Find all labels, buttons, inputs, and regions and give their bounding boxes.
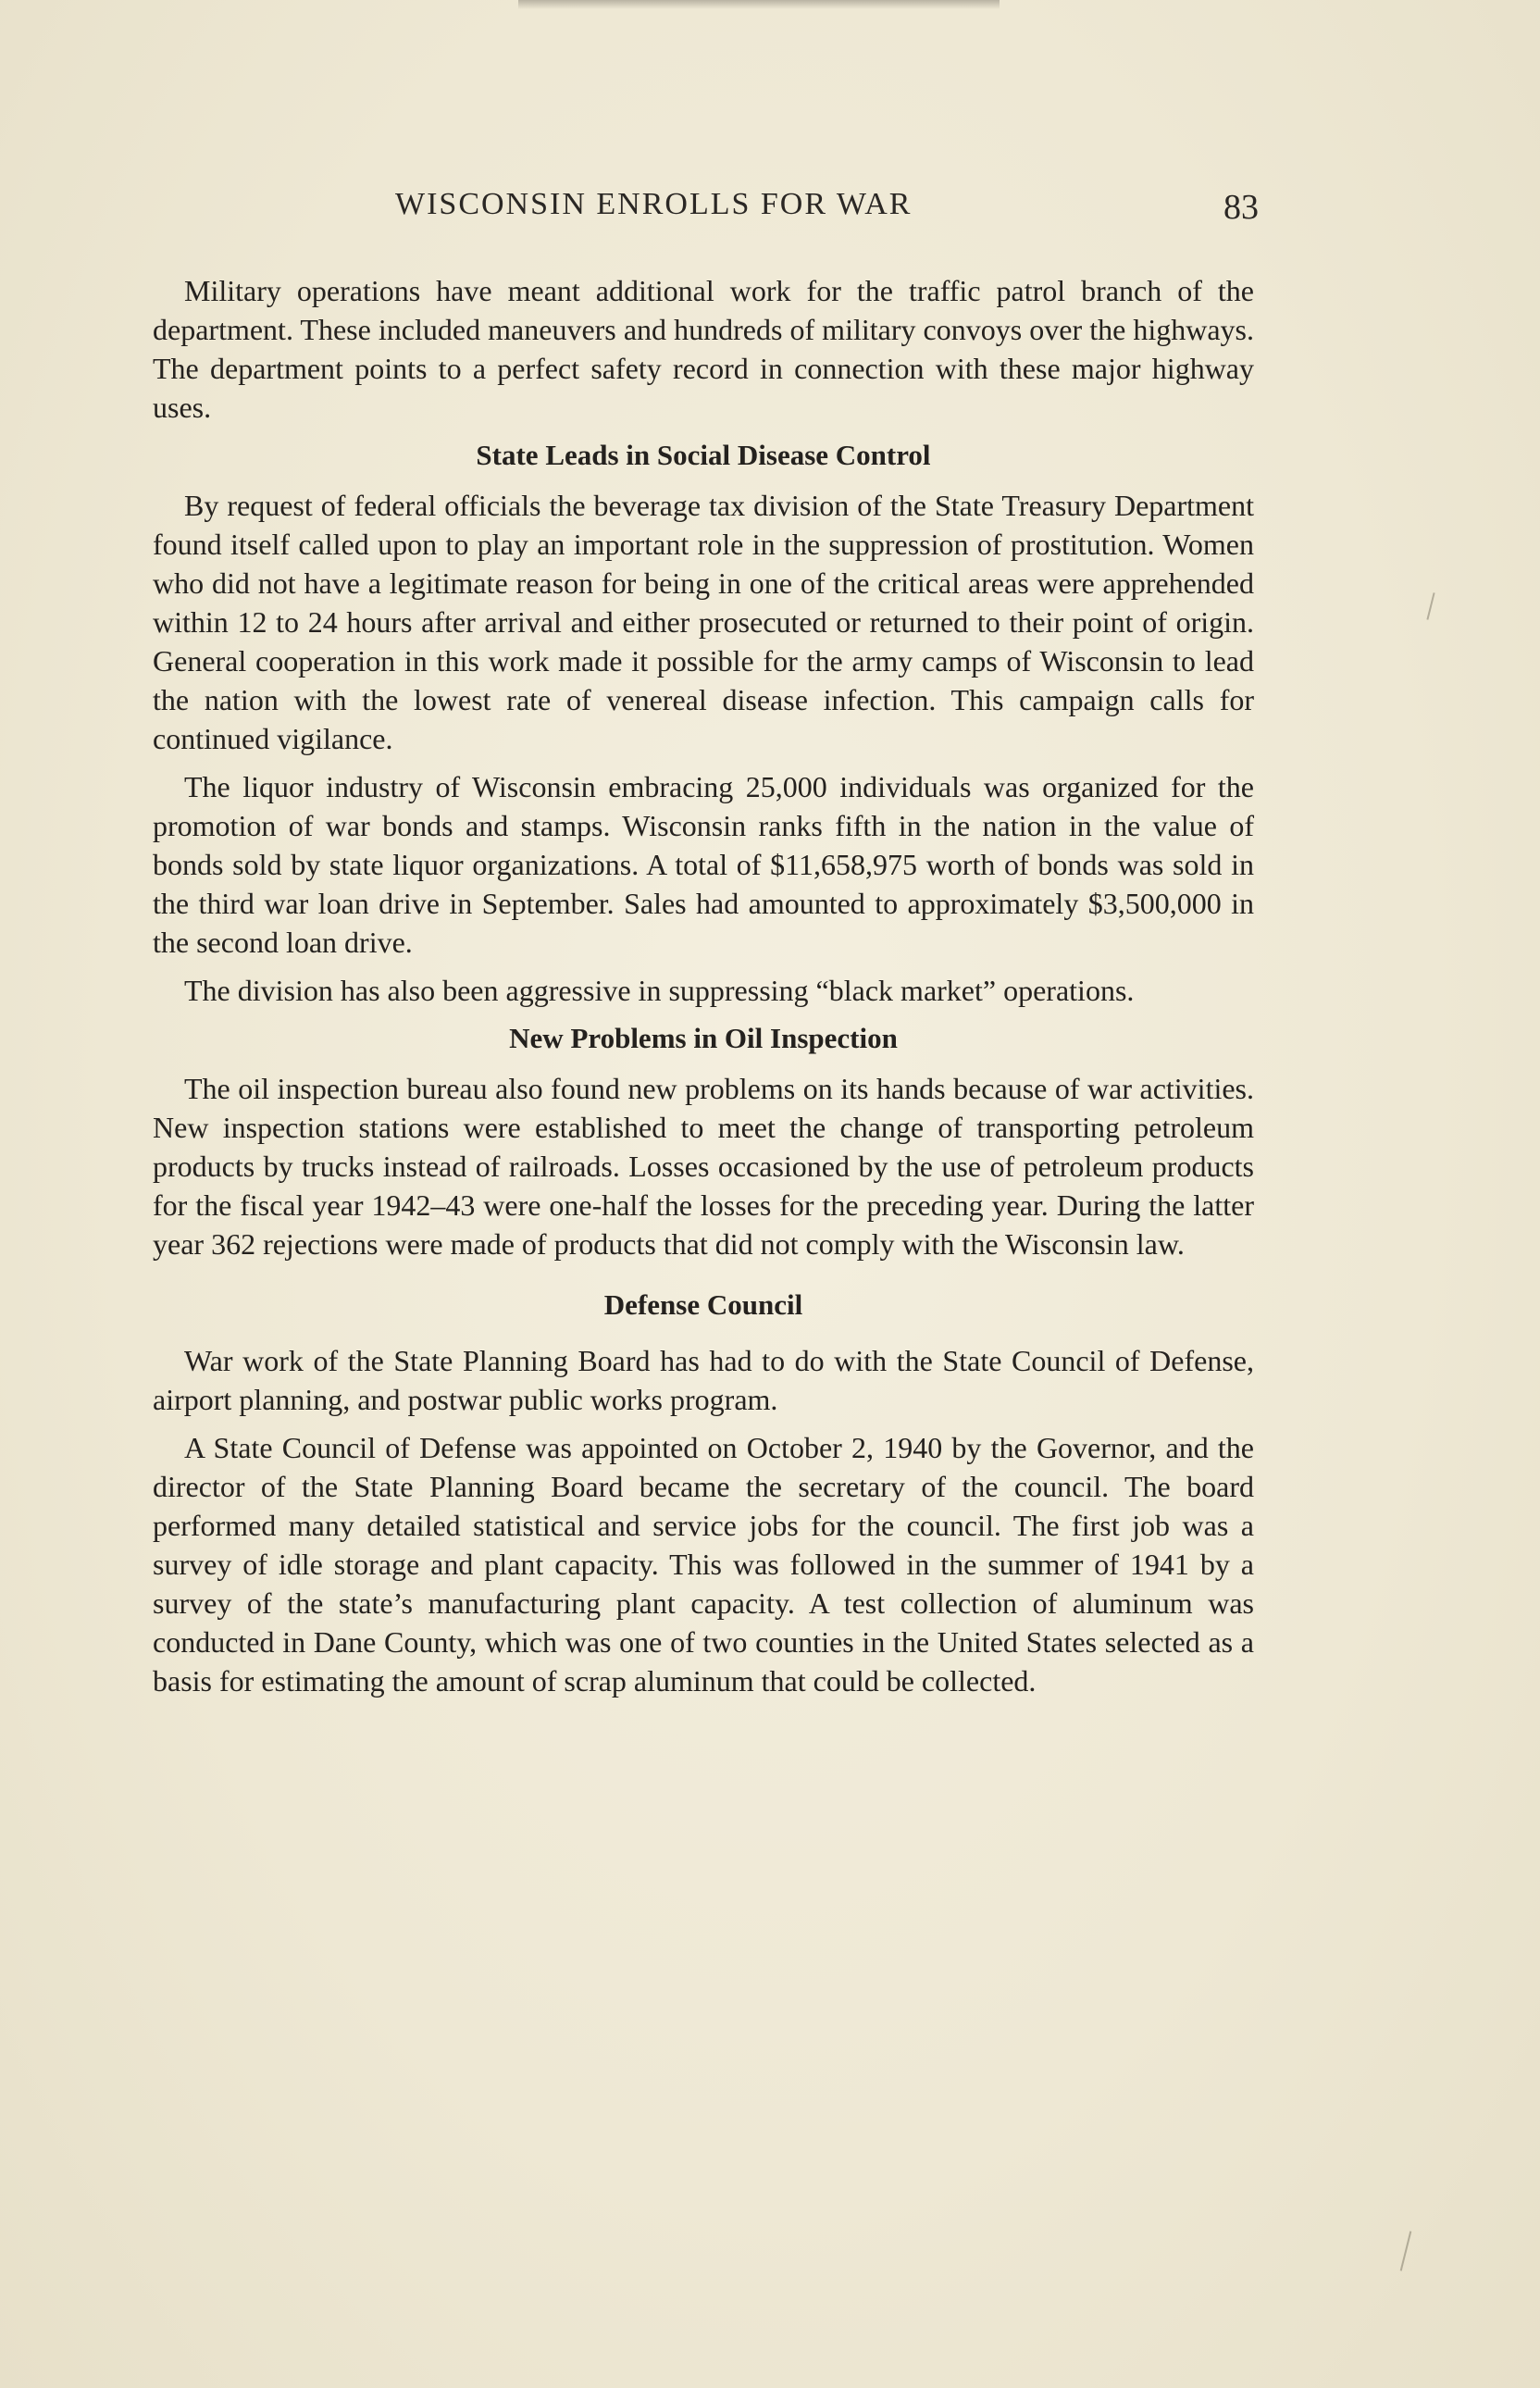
page-header <box>153 187 1259 243</box>
paragraph: War work of the State Planning Board has had to do with the State Council of Defense, airport planning, and postwar public works program. <box>153 1344 1254 1416</box>
page-top-shadow <box>518 0 1000 9</box>
section-heading-defense-council: Defense Council <box>603 1288 803 1321</box>
paragraph: The oil inspection bureau also found new problems on its hands because of war activities. New inspection stations were established to meet the change of transporting petroleum products by trucks instead of railroads. Losses occasioned by the use of petroleum products for the fiscal year 1942–43 were one-half the losses for the preceding year. During the latter year 362 rejections were made of products that did not comply with the Wisconsin law. <box>153 1072 1254 1261</box>
paragraph: The liquor industry of Wisconsin embracing 25,000 individuals was organized for the promotion of war bonds and stamps. Wisconsin ranks fifth in the nation in the value of bonds sold by state liquor organizations. A total of $11,658,975 worth of bonds was sold in the third war loan drive in September. Sales had amounted to approximately $3,500,000 in the second loan drive. <box>153 770 1254 959</box>
section-heading-social-disease: State Leads in Social Disease Control <box>476 439 931 471</box>
running-head: WISCONSIN ENROLLS FOR WAR <box>395 187 913 221</box>
paragraph: The division has also been aggressive in suppressing “black market” operations. <box>184 974 1135 1007</box>
page-number: 83 <box>1223 188 1259 227</box>
section-heading-oil-inspection: New Problems in Oil Inspection <box>509 1022 898 1054</box>
page-blemish <box>1400 2231 1412 2270</box>
page-blemish <box>1426 592 1434 620</box>
page-body <box>153 271 1254 1710</box>
paragraph: A State Council of Defense was appointed on October 2, 1940 by the Governor, and the director of the State Planning Board became the secretary of the council. The board performed many detailed statistical and service jobs for the council. The first job was a survey of idle storage and plant capacity. This was followed in the summer of 1941 by a survey of the state’s manufacturing plant capacity. A test collection of aluminum was conducted in Dane County, which was one of two counties in the United States selected as a basis for estimating the amount of scrap aluminum that could be collected. <box>153 1431 1254 1698</box>
intro-paragraph: Military operations have meant additional work for the traffic patrol branch of the department. These included maneuvers and hundreds of military convoys over the highways. The department points to a perfect safety record in connection with these major highway uses. <box>153 274 1254 424</box>
paragraph: By request of federal officials the beverage tax division of the State Treasury Department found itself called upon to play an important role in the suppression of prostitution. Women who did not have a legitimate reason for being in one of the critical areas were apprehended within 12 to 24 hours after arrival and either prosecuted or returned to their point of origin. General cooperation in this work made it possible for the army camps of Wisconsin to lead the nation with the lowest rate of venereal disease infection. This campaign calls for continued vigilance. <box>153 489 1254 755</box>
